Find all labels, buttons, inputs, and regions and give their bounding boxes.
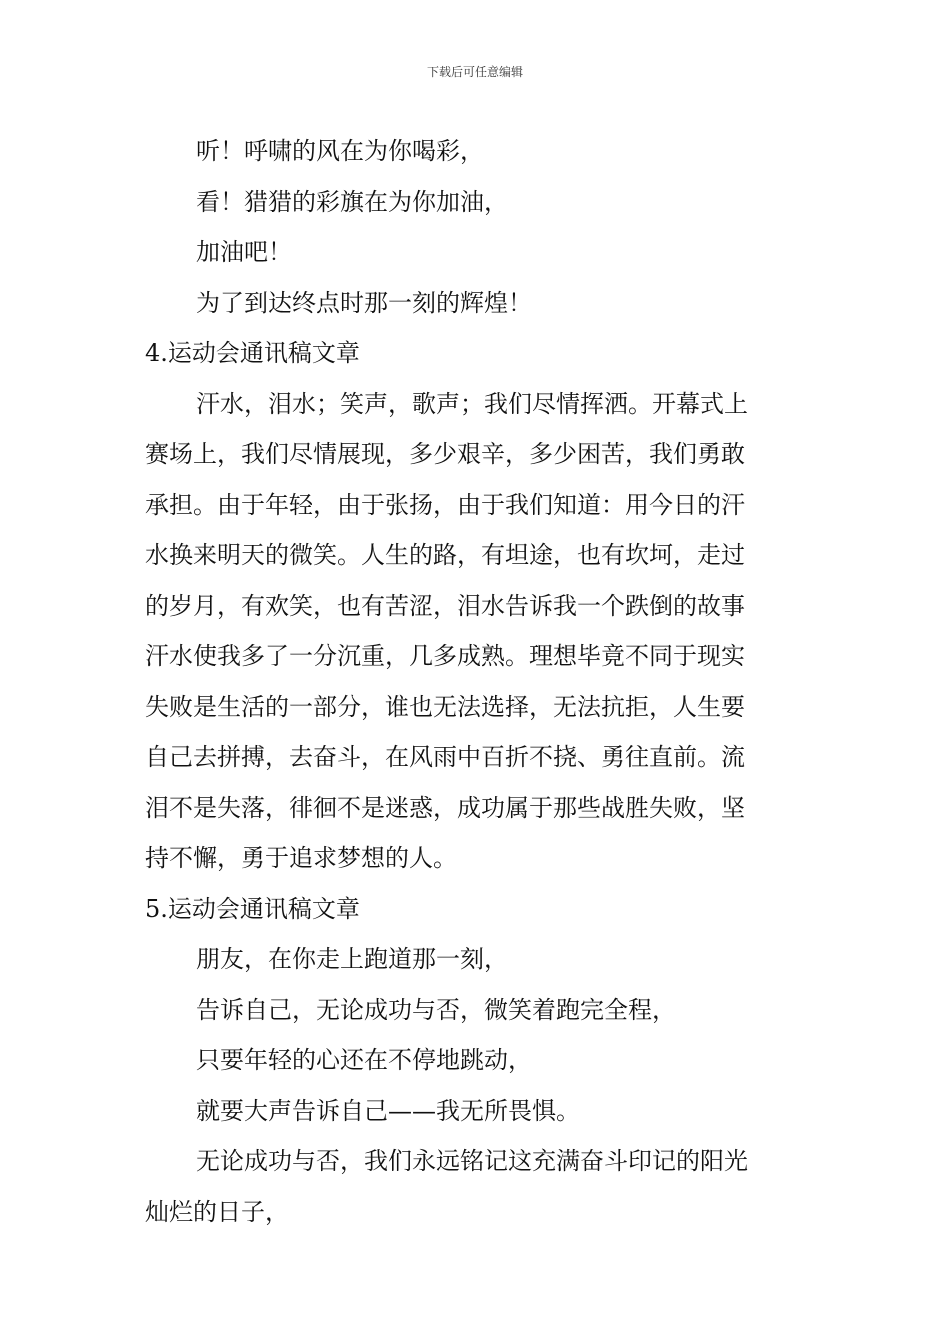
text-line: 水换来明天的微笑。人生的路，有坦途，也有坎坷，走过: [145, 541, 745, 569]
text-line: 为了到达终点时那一刻的辉煌！: [196, 288, 532, 317]
text-line: 听！呼啸的风在为你喝彩，: [196, 137, 484, 165]
text-line: 只要年轻的心还在不停地跳动，: [196, 1046, 532, 1074]
text-line: 加油吧！: [196, 238, 292, 266]
document-body: [145, 126, 805, 1237]
text-line: 泪不是失落，徘徊不是迷惑，成功属于那些战胜失败，坚: [145, 793, 745, 822]
text-line: 无论成功与否，我们永远铭记这充满奋斗印记的阳光: [196, 1147, 748, 1175]
text-line: 持不懈，勇于追求梦想的人。: [145, 844, 457, 872]
text-line: 的岁月，有欢笑，也有苦涩，泪水告诉我一个跌倒的故事: [145, 591, 745, 620]
section-heading: 5.运动会通讯稿文章: [145, 894, 360, 923]
text-line: 承担。由于年轻，由于张扬，由于我们知道：用今日的汗: [145, 490, 745, 519]
text-line: 赛场上，我们尽情展现，多少艰辛，多少困苦，我们勇敢: [145, 440, 745, 468]
text-line: 汗水使我多了一分沉重，几多成熟。理想毕竟不同于现实: [145, 642, 745, 670]
text-line: 告诉自己，无论成功与否，微笑着跑完全程，: [196, 995, 676, 1024]
page-header: 下载后可任意编辑: [426, 65, 523, 79]
text-line: 就要大声告诉自己——我无所畏惧。: [196, 1096, 580, 1125]
text-line: 朋友，在你走上跑道那一刻，: [196, 945, 508, 973]
text-line: 灿烂的日子，: [145, 1197, 289, 1226]
text-line: 失败是生活的一部分，谁也无法选择，无法抗拒，人生要: [145, 692, 745, 721]
text-line: 自己去拼搏，去奋斗，在风雨中百折不挠、勇往直前。流: [145, 743, 745, 771]
text-line: 汗水，泪水；笑声，歌声；我们尽情挥洒。开幕式上: [196, 389, 748, 418]
section-heading: 4.运动会通讯稿文章: [145, 339, 360, 367]
text-line: 看！猎猎的彩旗在为你加油，: [196, 187, 508, 216]
